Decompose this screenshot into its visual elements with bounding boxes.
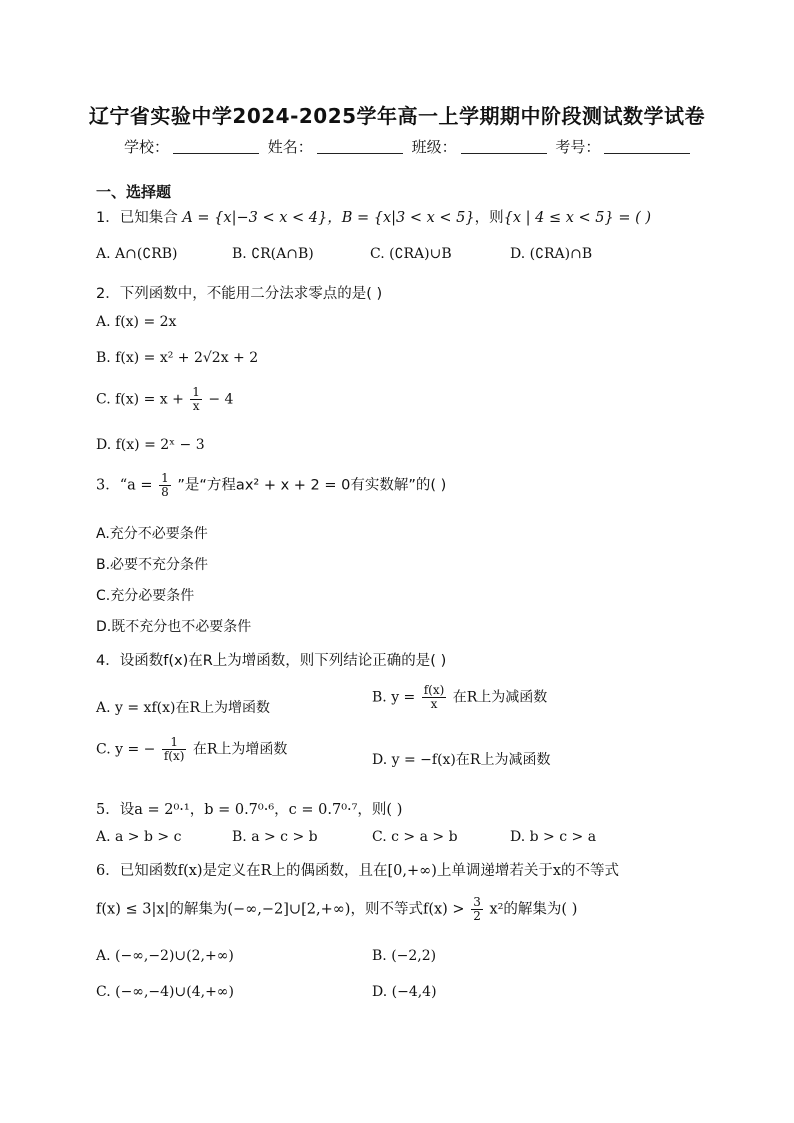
- q1-option-b: B. ∁R(A∩B): [232, 246, 314, 262]
- q3-option-c: C.充分必要条件: [96, 588, 195, 604]
- q6-fraction: [471, 896, 483, 923]
- q1-stem: [96, 206, 651, 227]
- q4-b-post: 在R上为减函数: [452, 689, 548, 706]
- q2-c-den: x: [192, 399, 200, 414]
- q1-stem-text-2: ，则: [474, 210, 504, 226]
- q2-option-a: A. f(x) = 2x: [96, 314, 177, 330]
- q4-option-a: A. y = xf(x)在R上为增函数: [96, 700, 270, 716]
- q3-stem: [96, 472, 446, 499]
- q3-den: 8: [161, 485, 169, 500]
- q2-c-post: − 4: [208, 391, 234, 408]
- q4-b-den: x: [430, 697, 438, 712]
- q1-option-d: D. (∁RA)∩B: [510, 246, 593, 262]
- q2-c-pre: C. f(x) = x +: [96, 391, 184, 408]
- student-info: [124, 136, 694, 157]
- q2-option-b: B. f(x) = x² + 2√2x + 2: [96, 350, 259, 366]
- q4-option-d: D. y = −f(x)在R上为减函数: [372, 752, 551, 768]
- q4-c-num: 1: [162, 736, 187, 750]
- q4-stem: 4．设函数f(x)在R上为增函数，则下列结论正确的是( ): [96, 653, 447, 669]
- q6-den: 2: [473, 909, 481, 924]
- number-blank: [604, 139, 690, 154]
- q1-target: {x | 4 ≤ x < 5} = ( ): [503, 210, 652, 226]
- q4-b-pre: B. y =: [372, 689, 416, 706]
- q1-option-a: A. A∩(∁RB): [96, 246, 178, 262]
- class-label: 班级：: [411, 138, 457, 156]
- q6-option-a: A. (−∞,−2)∪(2,+∞): [96, 948, 234, 964]
- q4-c-pre: C. y = −: [96, 741, 156, 758]
- number-label: 考号：: [555, 138, 601, 156]
- q6-num: 3: [473, 895, 481, 909]
- q3-pre: 3．“a =: [96, 477, 153, 494]
- q6-line-2: [96, 896, 577, 923]
- q2-c-fraction: [190, 386, 202, 413]
- q6-line-1: 6．已知函数f(x)是定义在R上的偶函数，且在[0,+∞)上单调递增若关于x的不等式: [96, 863, 620, 879]
- q4-c-fraction: [162, 736, 187, 763]
- q3-option-a: A.充分不必要条件: [96, 526, 208, 542]
- q4-b-fraction: [422, 684, 447, 711]
- q4-option-b: [372, 684, 547, 711]
- q3-num: 1: [161, 471, 169, 485]
- q6-option-b: B. (−2,2): [372, 948, 437, 964]
- q2-stem: 2．下列函数中，不能用二分法求零点的是( ): [96, 286, 383, 302]
- name-label: 姓名：: [267, 138, 313, 156]
- q5-option-b: B. a > c > b: [232, 829, 318, 845]
- q6-pre: f(x) ≤ 3|x|的解集为(−∞,−2]∪[2,+∞)，则不等式f(x) >: [96, 901, 465, 918]
- q3-option-b: B.必要不充分条件: [96, 557, 209, 573]
- school-label: 学校：: [124, 138, 170, 156]
- q6-post: x²的解集为( ): [489, 901, 578, 918]
- q1-set-a: A = {x|−3 < x < 4}: [182, 210, 328, 226]
- q4-c-post: 在R上为增函数: [192, 741, 288, 758]
- section-heading: 一、选择题: [96, 183, 172, 201]
- q5-option-a: A. a > b > c: [96, 829, 182, 845]
- name-blank: [317, 139, 403, 154]
- q6-option-c: C. (−∞,−4)∪(4,+∞): [96, 984, 234, 1000]
- q1-option-c: C. (∁RA)∪B: [370, 246, 452, 262]
- q3-post: ”是“方程ax² + x + 2 = 0有实数解”的( ): [177, 477, 447, 494]
- q3-fraction: [159, 472, 171, 499]
- q2-option-c: [96, 386, 233, 413]
- page-title: 辽宁省实验中学2024-2025学年高一上学期期中阶段测试数学试卷: [88, 104, 706, 128]
- class-blank: [461, 139, 547, 154]
- q1-stem-text: 1．已知集合: [96, 210, 178, 226]
- q2-c-num: 1: [192, 385, 200, 399]
- q4-option-c: [96, 736, 287, 763]
- q5-stem: 5．设a = 2⁰·¹，b = 0.7⁰·⁶，c = 0.7⁰·⁷，则( ): [96, 802, 403, 818]
- q4-c-den: f(x): [163, 749, 185, 764]
- school-blank: [173, 139, 259, 154]
- q5-option-c: C. c > a > b: [372, 829, 458, 845]
- q6-option-d: D. (−4,4): [372, 984, 437, 1000]
- q2-option-d: D. f(x) = 2ˣ − 3: [96, 437, 205, 453]
- q3-option-d: D.既不充分也不必要条件: [96, 619, 252, 635]
- q5-option-d: D. b > c > a: [510, 829, 597, 845]
- q4-b-num: f(x): [423, 683, 445, 697]
- q1-set-b: ，B = {x|3 < x < 5}: [327, 210, 475, 226]
